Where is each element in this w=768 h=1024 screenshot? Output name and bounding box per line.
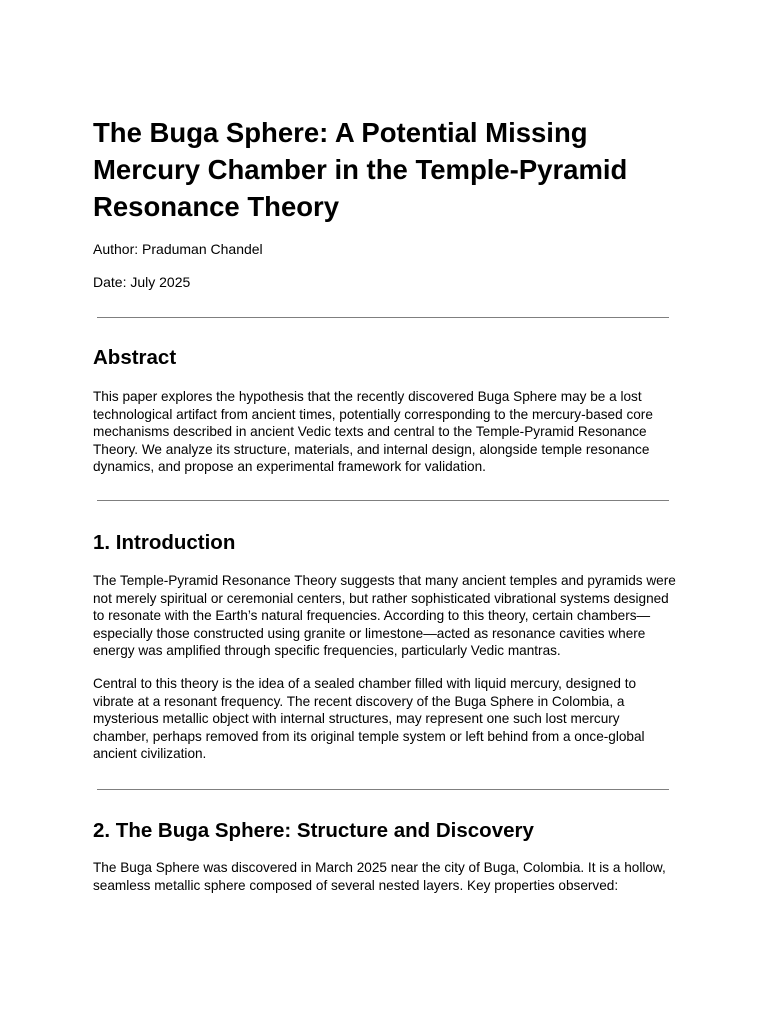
abstract-paragraph: This paper explores the hypothesis that the recently discovered Buga Sphere may be a lost technological artifact from ancient times, potentially corresponding to the mercury-based core mechanisms described in ancient Vedic texts and central to the Temple-Pyramid Resonance Theory. We analyze its structure, materials, and internal design, alongside temple resonance dynamics, and propose an experimental framework for validation. bbox=[93, 389, 653, 475]
abstract-heading: Abstract bbox=[93, 346, 177, 369]
author-line: Author: Praduman Chandel bbox=[93, 241, 263, 257]
introduction-heading: 1. Introduction bbox=[93, 531, 236, 554]
buga-sphere-heading: 2. The Buga Sphere: Structure and Discovery bbox=[93, 819, 534, 842]
introduction-paragraph-1: The Temple-Pyramid Resonance Theory suggests that many ancient temples and pyramids were not merely spiritual or ceremonial centers, but rather sophisticated vibrational systems designed to resonate with the Earth’s natural frequencies. According to this theory, certain chambers—especially those constructed using granite or limestone—acted as resonance cavities where energy was amplified through specific frequencies, particularly Vedic mantras. bbox=[93, 573, 676, 659]
introduction-paragraph-2: Central to this theory is the idea of a sealed chamber filled with liquid mercury, designed to vibrate at a resonant frequency. The recent discovery of the Buga Sphere in Colombia, a mysterious metallic object with internal structures, may represent one such lost mercury chamber, perhaps removed from its original temple system or left behind from a once-global ancient civilization. bbox=[93, 676, 645, 762]
date-line: Date: July 2025 bbox=[93, 274, 191, 290]
buga-sphere-paragraph: The Buga Sphere was discovered in March 2025 near the city of Buga, Colombia. It is a hollow, seamless metallic sphere composed of several nested layers. Key properties observed: bbox=[93, 860, 666, 893]
section-divider bbox=[97, 789, 669, 790]
section-divider bbox=[97, 317, 669, 318]
paper-title: The Buga Sphere: A Potential Missing Mercury Chamber in the Temple-Pyramid Resonance Theory bbox=[93, 117, 628, 222]
section-divider bbox=[97, 500, 669, 501]
